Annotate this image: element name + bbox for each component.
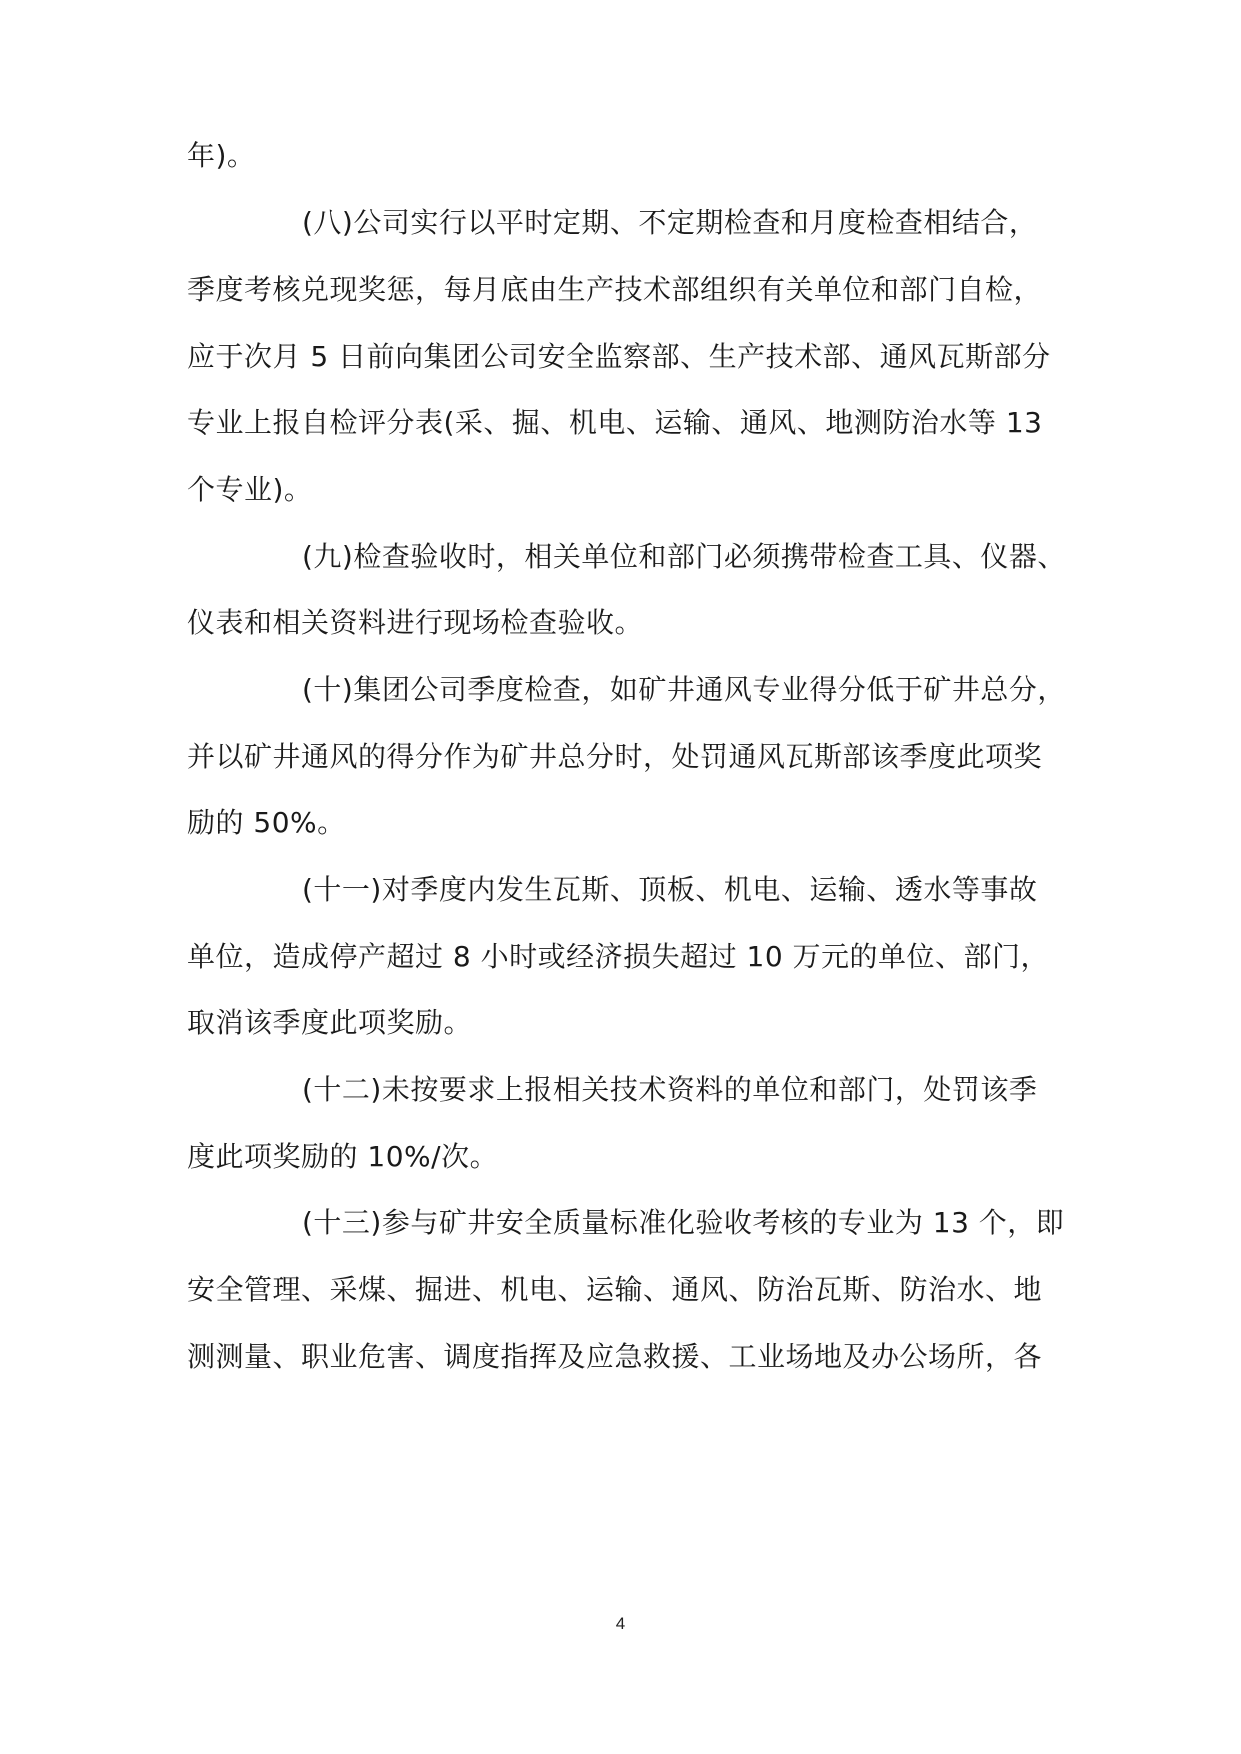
paragraph-start-line: (十)集团公司季度检查，如矿井通风专业得分低于矿井总分， <box>302 673 1066 706</box>
text-line: 专业上报自检评分表(采、掘、机电、运输、通风、地测防治水等 13 <box>187 406 1043 439</box>
text-line: 励的 50%。 <box>187 806 346 839</box>
paragraph-start-line: (八)公司实行以平时定期、不定期检查和月度检查相结合， <box>302 206 1038 239</box>
text-line: 仪表和相关资料进行现场检查验收。 <box>187 606 644 639</box>
page-number: 4 <box>615 1614 626 1633</box>
text-line: 并以矿井通风的得分作为矿井总分时，处罚通风瓦斯部该季度此项奖 <box>187 740 1043 773</box>
text-line: 应于次月 5 日前向集团公司安全监察部、生产技术部、通风瓦斯部分 <box>187 340 1051 373</box>
text-line: 个专业)。 <box>187 473 313 506</box>
text-line: 测测量、职业危害、调度指挥及应急救援、工业场地及办公场所，各 <box>187 1340 1043 1373</box>
paragraph-start-line: (十三)参与矿井安全质量标准化验收考核的专业为 13 个，即 <box>302 1206 1065 1239</box>
paragraph-start-line: (十一)对季度内发生瓦斯、顶板、机电、运输、透水等事故 <box>302 873 1038 906</box>
paragraph-start-line: (十二)未按要求上报相关技术资料的单位和部门，处罚该季 <box>302 1073 1038 1106</box>
paragraph-start-line: (九)检查验收时，相关单位和部门必须携带检查工具、仪器、 <box>302 540 1066 573</box>
text-line: 取消该季度此项奖励。 <box>187 1006 473 1039</box>
text-line: 安全管理、采煤、掘进、机电、运输、通风、防治瓦斯、防治水、地 <box>187 1273 1043 1306</box>
text-line: 年)。 <box>187 139 256 172</box>
text-line: 季度考核兑现奖惩，每月底由生产技术部组织有关单位和部门自检， <box>187 273 1043 306</box>
text-line: 度此项奖励的 10%/次。 <box>187 1140 499 1173</box>
text-line: 单位，造成停产超过 8 小时或经济损失超过 10 万元的单位、部门， <box>187 940 1050 973</box>
